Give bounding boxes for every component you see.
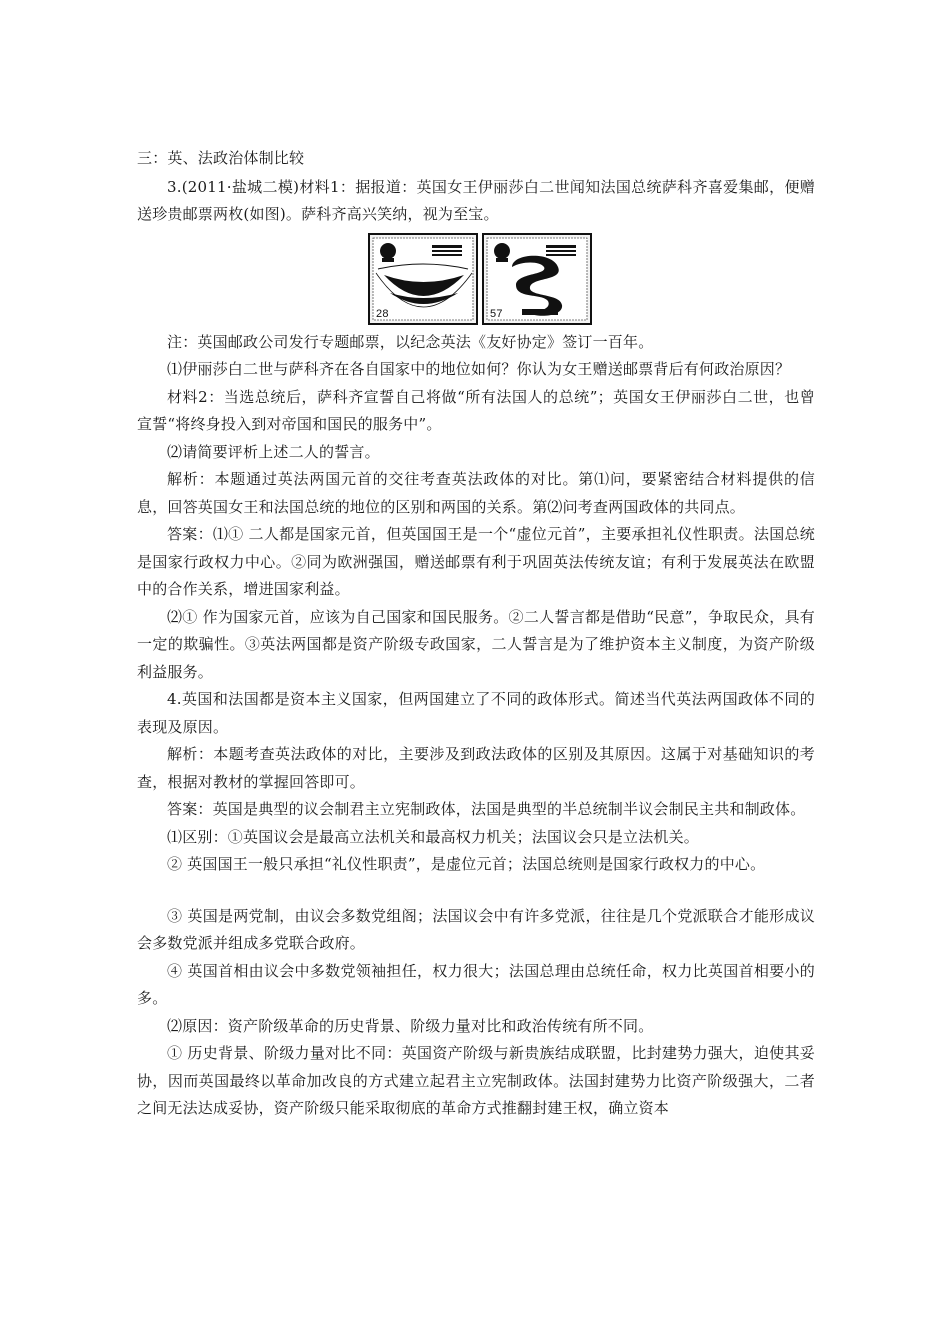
q3-material-2: 材料2：当选总统后，萨科齐宣誓自己将做“所有法国人的总统”；英国女王伊丽莎白二世，也曾宣誓“将终身投入到对帝国和国民的服务中”。 [137,387,815,433]
q3-stem: 3.(2011·盐城二模)材料1：据报道：英国女王伊丽莎白二世闻知法国总统萨科齐喜爱集邮，便赠送珍贵邮票两枚(如图)。萨科齐高兴笑纳，视为至宝。 [137,177,815,223]
stamp-value-57: 57 [490,307,503,320]
section-title: 三：英、法政治体制比较 [137,149,305,167]
q4-stem: 4.英国和法国都是资本主义国家，但两国建立了不同的政体形式。简述当代英法两国政体不同的表现及原因。 [137,690,815,736]
q4-difference-4: ④ 英国首相由议会中多数党领袖担任，权力很大；法国总理由总统任命，权力比英国首相要小的多。 [137,961,815,1007]
swirl-stamp-icon [482,233,592,325]
q4-analysis: 解析：本题考查英法政体的对比，主要涉及到政法政体的区别及其原因。这属于对基础知识的考查，根据对教材的掌握回答即可。 [137,745,815,791]
q3-subquestion-2: ⑵请简要评析上述二人的誓言。 [167,442,380,461]
q4-difference-1: ⑴区别：①英国议会是最高立法机关和最高权力机关；法国议会只是立法机关。 [167,827,700,846]
q4-difference-2: ② 英国国王一般只承担“礼仪性职责”，是虚位元首；法国总统则是国家行政权力的中心。 [167,855,766,873]
q3-analysis: 解析：本题通过英法两国元首的交往考查英法政体的对比。第⑴问，要紧密结合材料提供的信息，回答英国女王和法国总统的地位的区别和两国的关系。第⑵问考查两国政体的共同点。 [137,470,815,516]
q4-reason-title: ⑵原因：资产阶级革命的历史背景、阶级力量对比和政治传统有所不同。 [167,1016,654,1035]
q3-note: 注：英国邮政公司发行专题邮票，以纪念英法《友好协定》签订一百年。 [167,332,654,351]
q3-answer-2: ⑵① 作为国家元首，应该为自己国家和国民服务。②二人誓言都是借助“民意”，争取民众，具有一定的欺骗性。③英法两国都是资产阶级专政国家，二人誓言是为了维护资本主义制度，为资产阶级利益服务。 [137,607,815,681]
bowl-stamp-icon [368,233,478,325]
stamp-figure [137,233,815,325]
stamp-value-28: 28 [376,307,389,320]
q4-answer: 答案：英国是典型的议会制君主立宪制政体，法国是典型的半总统制半议会制民主共和制政体。 [167,800,806,818]
document-body [137,145,815,1123]
q4-reason-1: ① 历史背景、阶级力量对比不同：英国资产阶级与新贵族结成联盟，比封建势力强大，迫使其妥协，因而英国最终以革命加改良的方式建立起君主立宪制政体。法国封建势力比资产阶级强大，二者之间无法达成妥协，资产阶级只能采取彻底的革命方式推翻封建王权，确立资本 [137,1044,815,1117]
q3-answer-1: 答案：⑴① 二人都是国家元首，但英国国王是一个“虚位元首”，主要承担礼仪性职责。法国总统是国家行政权力中心。②同为欧洲强国，赠送邮票有利于巩固英法传统友谊；有利于发展英法在欧盟中的合作关系，增进国家利益。 [137,525,815,598]
q3-subquestion-1: ⑴伊丽莎白二世与萨科齐在各自国家中的地位如何？你认为女王赠送邮票背后有何政治原因？ [167,360,791,378]
q4-difference-3: ③ 英国是两党制，由议会多数党组阁；法国议会中有许多党派，往往是几个党派联合才能形成议会多数党派并组成多党联合政府。 [137,906,815,952]
blank-gap [137,879,815,903]
